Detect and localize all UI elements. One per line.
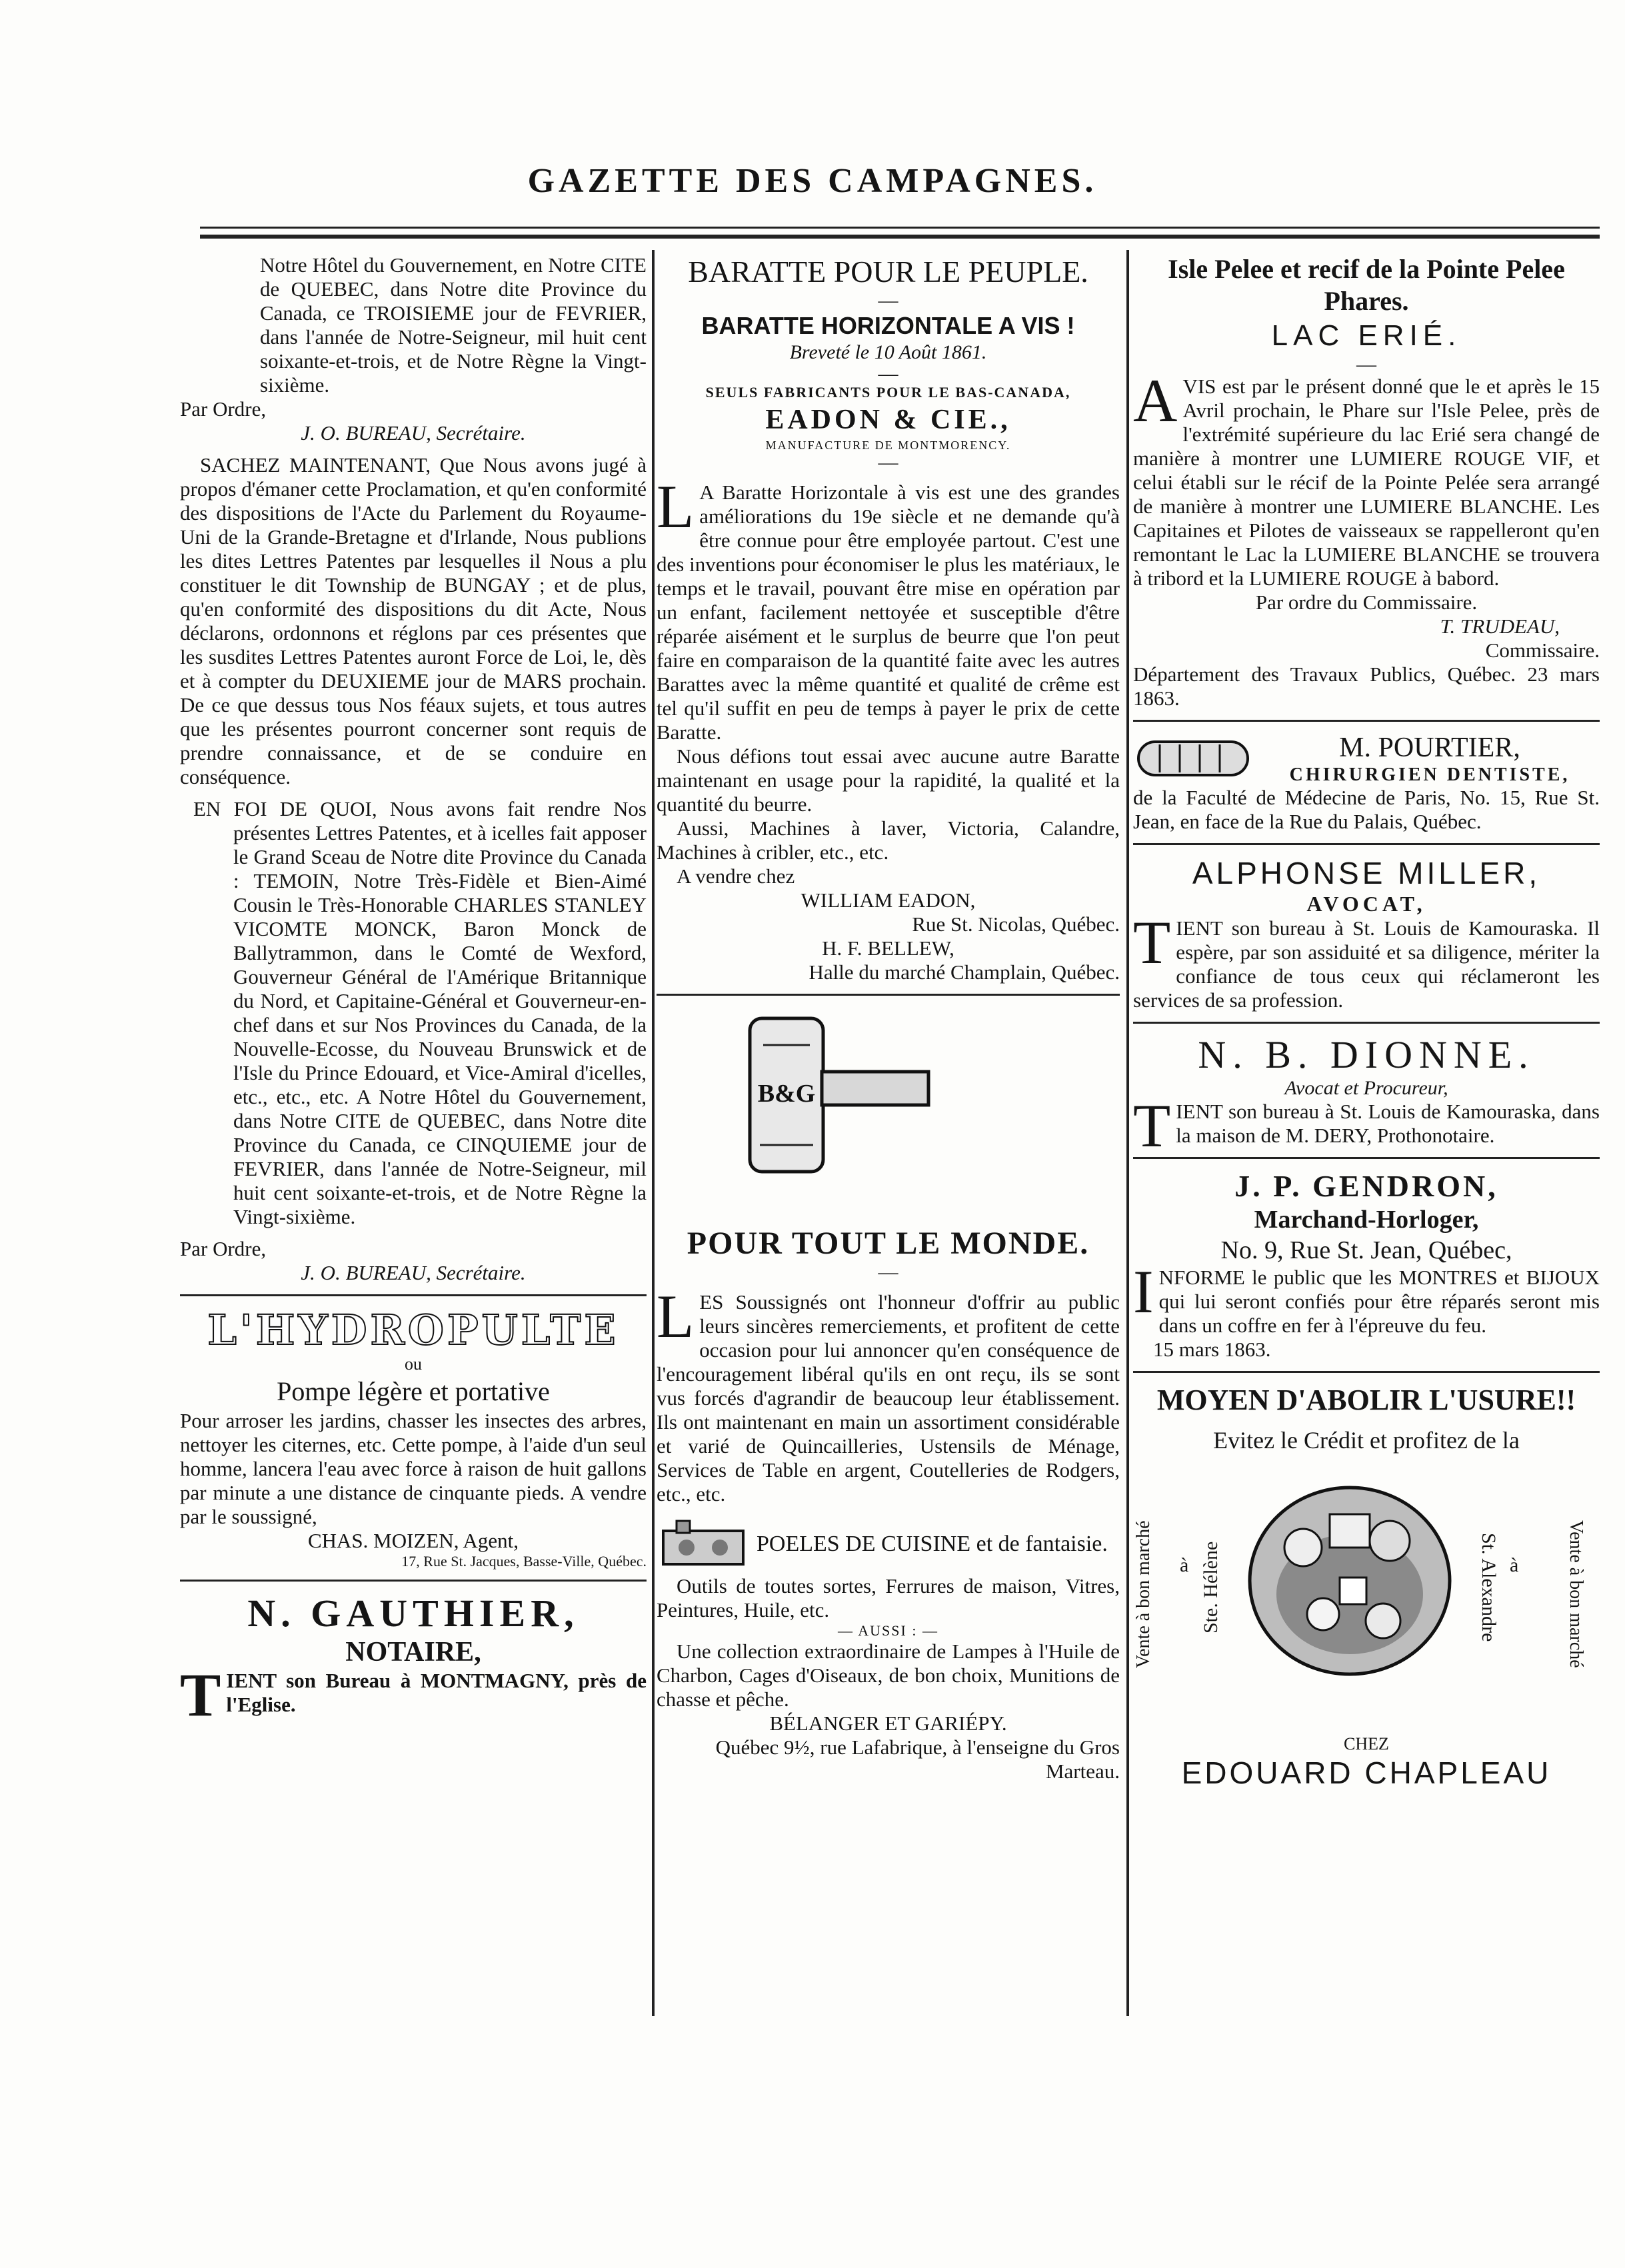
baratte-subtitle: BARATTE HORIZONTALE A VIS ! [701,312,1075,339]
gendron-dropcap: I [1133,1258,1154,1326]
dionne-dropcap: T [1133,1092,1171,1160]
a-vendre: A vendre chez [677,864,795,888]
pourtier-title: CHIRURGIEN DENTISTE, [1289,764,1570,785]
gauthier-body: IENT son Bureau à MONTMAGNY, près de l'Eglise. [226,1669,647,1716]
divider [1133,1157,1600,1159]
column-2: BARATTE POUR LE PEUPLE. — BARATTE HORIZONTALE A VIS ! Breveté le 10 Août 1861. — SEULS FABRICANTS POUR LE BAS-CANADA, EADON & CIE., MANUFACTURE DE MONTMORENCY. — L A Baratte Horizontale à vis est une des grandes améliorations du 19e siècle et ne demande qu'à être connue pour être employée partout. C'est une des inventions pour économiser le plus les matériaux, le temps et le travail, pouvant être mise en opération par un enfant, facilement nettoyée et susceptible d'être réparée aisément et le surplus de beurre que l'on peut faire en comparaison de la quantité faite avec les autres Barattes avec la même quantité et qualité de crême est tel qu'il suffit en peu de temps à payer le prix de cette Baratte. Nous défions tout essai avec aucune autre Baratte maintenant en usage pour la rapidité, la qualité et la quantité du beurre. Aussi, Machines à laver, Victoria, Calandre, Machines à cribler, etc., etc. A vendre chez WILLIAM EADON, Rue St. Nicolas, Québec. H. F. BELLEW, Halle du marché Champlain, Québec. B&G POUR TOUT LE MONDE. — LES Soussignés ont l'honneur d'offrir au public leurs sincères remerciements, et profitent de cette occasion pour lui annoncer qu'en conséquence de l'encouragement libéral qu'ils en ont reçu, ils se sont vus forcés d'agrandir de beaucoup leur établissement. Ils ont maintenant en main un assortiment considérable et varié de Quincailleries, Ustensils de Ménage, Services de Table en argent, Coutelleries de Rodgers, etc., etc. POELES DE CUISINE et de fantaisie. Outils de toutes sortes, Ferrures de maison, Vitres, Peintures, Huile, etc. — AUSSI : — Une collection extraordinaire de Lampes à l'Huile de Charbon, Cages d'Oiseaux, de bon choix, Munitions de chasse et pêche. BÉLANGER ET GARIÉPY. Québec 9½, rue Lafabrique, à l'enseigne du Gros Marteau. [657,255,1120,1783]
eadon-address: Rue St. Nicolas, Québec. [912,912,1120,936]
column-1 [180,253,647,2186]
commissaire: Commissaire. [1485,638,1600,662]
left-vertical-1: Vente à bon marché [1133,1520,1154,1668]
divider [1133,720,1600,722]
divider [180,1294,647,1296]
hydropulte-title: L'HYDROPULTE [207,1306,619,1354]
par-ordre-2: Par Ordre, [180,1237,267,1260]
gauthier-name: N. GAUTHIER, [247,1592,579,1635]
chez: CHEZ [1344,1734,1389,1753]
par-ordre-1: Par Ordre, [180,397,267,421]
gendron-body: NFORME le public que les MONTRES et BIJOUX qui lui seront confiés pour être réparés seront mis dans un coffre en fer à l'épreuve du feu. [1158,1266,1600,1337]
column-divider-2 [1126,250,1129,2016]
right-vertical-3: Vente à bon marché [1566,1520,1586,1668]
gendron-date: 15 mars 1863. [1153,1338,1271,1361]
proclamation-end: Notre Hôtel du Gouvernement, en Notre CITE de QUEBEC, dans Notre dite Province du Canada, ce TROISIEME jour de FEVRIER, dans l'année de Notre-Seigneur, mil huit cent soixante-et-trois, et de Notre Règne la Vingt-sixième. [260,253,647,397]
divider [1133,1022,1600,1024]
hammer-mark: B&G [757,1080,816,1108]
right-vertical-1: St. Alexandre [1478,1533,1500,1642]
basket-illustration [1243,1468,1456,1688]
masthead-rule [200,227,1600,229]
pourtier-name: M. POURTIER, [1339,732,1520,763]
hydropulte-body: Pour arroser les jardins, chasser les insectes des arbres, nettoyer les citernes, etc. Cette pompe, à l'aide d'un seul homme, lancera l'eau avec force à raison de huit gallons par minute a une distance de cinquante pieds. A vendre par le soussigné, [180,1409,647,1528]
bureau-signature-1: J. O. BUREAU, Secrétaire. [301,421,526,445]
avis-dropcap: A [1133,367,1178,435]
evitez: Evitez le Crédit et profitez de la [1213,1427,1520,1454]
baratte-title: BARATTE POUR LE PEUPLE. [688,255,1088,289]
aussi-divider: — AUSSI : — [838,1622,938,1639]
left-vertical-2: à [1180,1554,1189,1576]
gauthier-dropcap: T [180,1661,221,1729]
seuls-fabricants: SEULS FABRICANTS POUR LE BAS-CANADA, [705,384,1071,401]
william-eadon: WILLIAM EADON, [801,888,976,912]
baratte-body: A Baratte Horizontale à vis est une des grandes améliorations du 19e siècle et ne demande qu'à être connue pour être employée partout. C'est une des inventions pour économiser le plus les matériaux, le temps et le travail, pouvant être mise en opération par un enfant, facilement nettoyée et susceptible d'être réparée aisément et le surplus de beurre que l'on peut faire en comparaison de la quantité faite avec les autres Barattes avec la même quantité et qualité de crême est tel qu'il suffit en peu de temps à payer le prix de cette Baratte. [657,481,1120,744]
column-3: Isle Pelee et recif de la Pointe Pelee Phares. LAC ERIÉ. — AVIS est par le présent donné que le et après le 15 Avril prochain, le Phare sur l'Isle Pelee, près de l'extrémité supérieure du lac Erié sera changé de manière à montrer une LUMIERE ROUGE VIF, et celui établi sur le récif de la Pointe Pelée sera arrangé de manière à montrer une LUMIERE BLANCHE. Les Capitaines et Pilotes de vaisseaux se rappelleront qu'en remontant le Lac la LUMIERE BLANCHE se trouvera à tribord et la LUMIERE ROUGE à babord. Par ordre du Commissaire. T. TRUDEAU, Commissaire. Département des Travaux Publics, Québec. 23 mars 1863. M. POURTIER, CHIRURGIEN DENTISTE, de la Faculté de Médecine de Paris, No. 15, Rue St. Jean, en face de la Rue du Palais, Québec. ALPHONSE MILLER, AVOCAT, TIENT son bureau à St. Louis de Kamouraska. Il espère, par son assiduité et sa diligence, mériter la confiance de tous ceux qui réclameront les services de sa profession. N. B. DIONNE. Avocat et Procureur, TIENT son bureau à St. Louis de Kamouraska, dans la maison de M. DERY, Prothonotaire. J. P. GENDRON, Marchand-Horloger, No. 9, Rue St. Jean, Québec, INFORME le public que les MONTRES et BIJOUX qui lui seront confiés pour être réparés seront mis dans un coffre en fer à l'épreuve du feu. 15 mars 1863. MOYEN D'ABOLIR L'USURE!! Evitez le Crédit et profitez de la Vente à bon marché à Ste. Hélène St. Alexandre à Vente à bon marché CHEZ EDOUARD CHAPLEAU [1133,254,1600,1790]
monde-title: POUR TOUT LE MONDE. [687,1226,1090,1261]
en-foi-paragraph: EN FOI DE QUOI, Nous avons fait rendre Nos présentes Lettres Patentes, et à icelles fait apposer le Grand Sceau de Notre dite Province du Canada : TEMOIN, Notre Très-Fidèle et Bien-Aimé Cousin le Très-Honorable CHARLES STANLEY VICOMTE MONCK, Baron Monck de Ballytrammon, dans le Comté de Wexford, Gouverneur Général de l'Amérique Britannique du Nord, et Capitaine-Général et Gouverneur-en-chef dans et sur Nos Provinces du Canada, de la Nouvelle-Ecosse, du Nouveau Brunswick et de l'Isle du Prince Edouard, et Vice-Amiral d'icelles, etc., etc., etc. A Notre Hôtel du Gouvernement, dans Notre CITE de QUEBEC, dans Notre dite Province du Canada, ce CINQUIEME jour de FEVRIER, dans l'année de Notre-Seigneur, mil huit cent soixante-et-trois, et de Notre Règne la Vingt-sixième. [193,797,647,1228]
trudeau: T. TRUDEAU, [1440,614,1560,638]
avis-body: VIS est par le présent donné que le et après le 15 Avril prochain, le Phare sur l'Isle Pelee, près de l'extrémité supérieure du lac Erié sera changé de manière à montrer une LUMIERE ROUGE VIF, et celui établi sur le récif de la Pointe Pelée sera arrangé de manière à montrer une LUMIERE BLANCHE. Les Capitaines et Pilotes de vaisseaux se rappelleront qu'en remontant le Lac la LUMIERE BLANCHE se trouvera à tribord et la LUMIERE ROUGE à babord. [1133,375,1600,590]
baratte-dropcap: L [657,473,695,541]
hydropulte-address: 17, Rue St. Jacques, Basse-Ville, Québec. [401,1553,647,1570]
divider [657,994,1120,996]
bellew-name: H. F. BELLEW, [822,936,954,960]
departement: Département des Travaux Publics, Québec. 23 mars 1863. [1133,662,1600,710]
aussi-machines: Aussi, Machines à laver, Victoria, Calandre, Machines à cribler, etc., etc. [657,816,1120,864]
pourtier-body: de la Faculté de Médecine de Paris, No. 15, Rue St. Jean, en face de la Rue du Palais, Québec. [1133,786,1600,833]
miller-dropcap: T [1133,908,1171,976]
hammer-illustration [737,1005,1120,1225]
monde-body: ES Soussignés ont l'honneur d'offrir au public leurs sincères remerciements, et profitent de cette occasion pour lui annoncer qu'en conséquence de l'encouragement libéral qu'ils en ont reçu, ils se sont vus forcés d'agrandir de beaucoup leur établissement. Ils ont maintenant en main un assortiment considérable et varié de Quincailleries, Ustensils de Ménage, Services de Table en argent, Coutelleries de Rodgers, etc., etc. [657,1290,1120,1506]
divider [180,1580,647,1582]
left-vertical-3: Ste. Hélène [1200,1541,1222,1634]
miller-body: IENT son bureau à St. Louis de Kamouraska. Il espère, par son assiduité et sa diligence, mériter la confiance de tous ceux qui réclameront les services de sa profession. [1133,916,1600,1012]
manufacture: MANUFACTURE DE MONTMORENCY. [765,439,1011,452]
column-divider-1 [652,250,655,2016]
gendron-address: No. 9, Rue St. Jean, Québec, [1220,1236,1512,1264]
isle-pelee-title: Isle Pelee et recif de la Pointe Pelee Phares. [1168,254,1565,316]
hydropulte-subtitle: Pompe légère et portative [277,1376,550,1406]
masthead-rule-thick [200,235,1600,239]
dionne-name: N. B. DIONNE. [1198,1033,1535,1076]
par-ordre-commissaire: Par ordre du Commissaire. [1255,590,1478,614]
brevete: Breveté le 10 Août 1861. [789,341,987,363]
dentures-icon [1133,735,1260,782]
poeles: POELES DE CUISINE et de fantaisie. [757,1532,1108,1556]
gendron-title: Marchand-Horloger, [1254,1206,1479,1234]
chapleau-name: EDOUARD CHAPLEAU [1181,1755,1552,1790]
sachez-paragraph: SACHEZ MAINTENANT, Que Nous avons jugé à propos d'émaner cette Proclamation, et qu'en conformité des dispositions de l'Acte du Parlement du Royaume-Uni de la Grande-Bretagne et d'Irlande, Nous publions les dites Lettres Patentes par lesquelles il Nous a plu constituer le dit Township de BUNGAY ; et de plus, qu'en conformité des dispositions du dit Acte, Nous déclarons, ordonnons et réglons par ces présentes que les susdites Lettres Patentes auront Force de Loi, le, dès et à compter du DEUXIEME jour de MARS prochain. De ce que dessus tous Nos féaux sujets, et tous autres que les présentes pourront concerner sont requis de prendre connaissance, et de se conduire en conséquence. [180,453,647,788]
miller-title: AVOCAT, [1306,892,1426,916]
hydropulte-ou: ou [405,1354,422,1374]
belanger-gariepy: BÉLANGER ET GARIÉPY. [769,1711,1007,1735]
hydropulte-agent: CHAS. MOIZEN, Agent, [307,1529,519,1552]
collection: Une collection extraordinaire de Lampes à l'Huile de Charbon, Cages d'Oiseaux, de bon choix, Munitions de chasse et pêche. [657,1640,1120,1711]
gauthier-title: NOTAIRE, [345,1637,481,1668]
defions: Nous défions tout essai avec aucune autre Baratte maintenant en usage pour la rapidité, la qualité et la quantité du beurre. [657,744,1120,816]
bellew-address: Halle du marché Champlain, Québec. [809,960,1120,984]
miller-name: ALPHONSE MILLER, [1192,856,1541,890]
masthead: GAZETTE DES CAMPAGNES. [527,162,1098,200]
dionne-title: Avocat et Procureur, [1284,1077,1448,1099]
quebec-address: Québec 9½, rue Lafabrique, à l'enseigne du Gros Marteau. [715,1735,1120,1783]
eadon-company: EADON & CIE., [765,405,1011,435]
gendron-name: J. P. GENDRON, [1234,1169,1498,1203]
divider [1133,843,1600,845]
lac-erie: LAC ERIÉ. [1271,319,1462,352]
stove-icon [657,1514,757,1574]
divider [1133,1371,1600,1373]
dionne-body: IENT son bureau à St. Louis de Kamouraska, dans la maison de M. DERY, Prothonotaire. [1176,1100,1600,1147]
bureau-signature-2: J. O. BUREAU, Secrétaire. [301,1261,526,1284]
usure-title: MOYEN D'ABOLIR L'USURE!! [1156,1384,1576,1416]
chapleau-emblem [1133,1454,1600,1734]
outils: Outils de toutes sortes, Ferrures de maison, Vitres, Peintures, Huile, etc. [657,1574,1120,1622]
right-vertical-2: à [1510,1554,1519,1576]
monde-dropcap: L [657,1282,695,1350]
